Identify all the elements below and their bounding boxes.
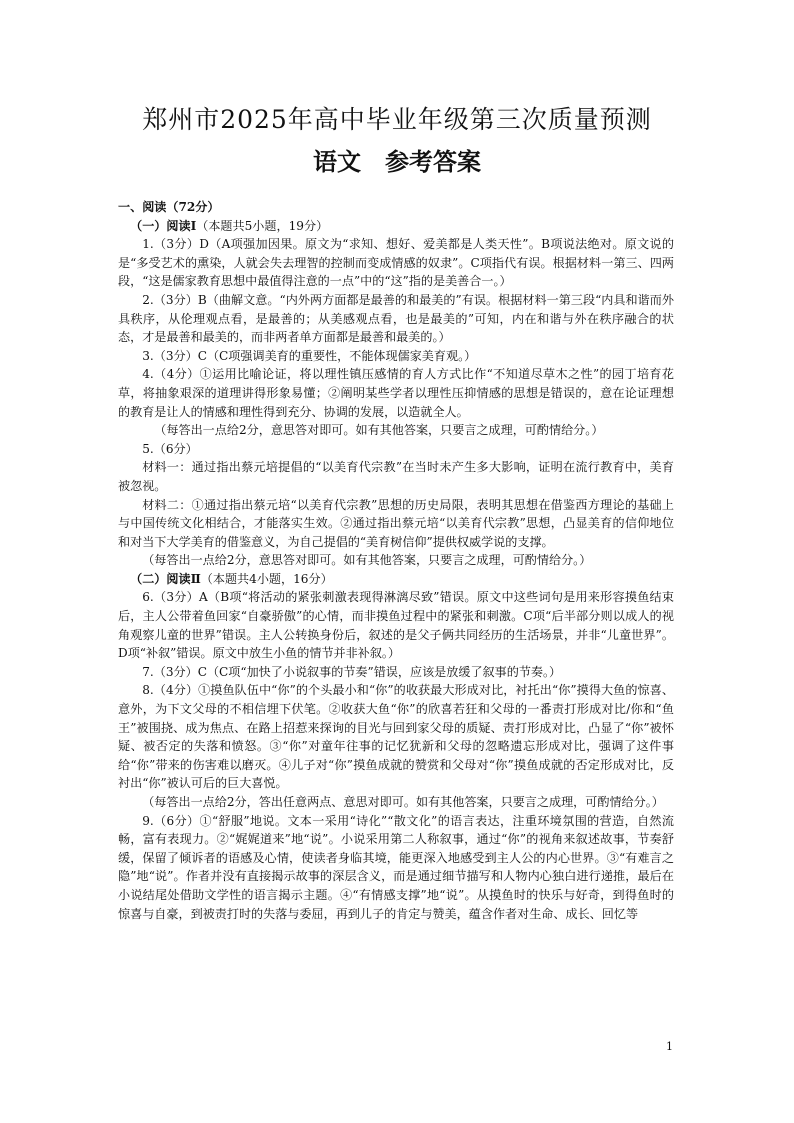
- answer-q7: 7.（3分）C（C项“加快了小说叙事的节奏”错误，应该是放缓了叙事的节奏。）: [142, 664, 562, 679]
- document-subtitle: 语文 参考答案: [313, 147, 481, 176]
- part2-note: （本题共4小题，16分）: [200, 571, 333, 586]
- part2-heading: [118, 570, 674, 589]
- part2-label: （二）阅读Ⅱ: [130, 571, 201, 586]
- answer-q9: 9.（6分）①“舒服”地说。文本一采用“诗化”“散文化”的语言表达，注重环境氛围的营造，自然流畅，富有表现力。②“娓娓道来”地“说”。小说采用第二人称叙事，通过“你”的视角来叙述故事，节奏舒缓，保留了倾诉者的语感及心情，使读者身临其境，能更深入地感受到主人公的内心世界。③“有难言之隐”地“说”。作者并没有直接揭示故事的深层含义，而是通过细节描写和人物内心独白进行递推，最后在小说结尾处借助文学性的语言揭示主题。④“有情感支撑”地“说”。从摸鱼时的快乐与好奇，到得鱼时的惊喜与自豪，到被责打时的失落与委屈，再到儿子的肯定与赞美，蕴含作者对生命、成长、回忆等: [118, 813, 674, 921]
- answer-q8-note: （每答出一点给2分，答出任意两点、意思对即可。如有其他答案，只要言之成理，可酌情给分。）: [142, 795, 664, 809]
- answer-q5-material1: 材料一：通过指出蔡元培提倡的“以美育代宗教”在当时未产生多大影响，证明在流行教育中，美育被忽视。: [118, 460, 674, 493]
- part1-label: （一）阅读Ⅰ: [130, 218, 197, 233]
- answer-q4-note: （每答出一点给2分，意思答对即可。如有其他答案，只要言之成理，可酌情给分。）: [154, 423, 604, 438]
- answer-q6: 6.（3分）A（B项“将活动的紧张刺激表现得淋漓尽致”错误。原文中这些词句是用来形容摸鱼结束后，主人公带着鱼回家“自豪骄傲”的心情，而非摸鱼过程中的紧张和刺激。C项“后半部分则以成人的视角观察儿童的世界”错误。主人公转换身份后，叙述的是父子俩共同经历的生活场景，并非“儿童世界”。D项“补叙”错误。原文中放生小鱼的情节并非补叙。）: [118, 590, 674, 661]
- document-title: 郑州市2025年高中毕业年级第三次质量预测: [142, 105, 652, 134]
- part1-heading: [118, 217, 674, 236]
- answer-q5-material2: 材料二：①通过指出蔡元培“以美育代宗教”思想的历史局限，表明其思想在借鉴西方理论的基础上与中国传统文化相结合，才能落实生效。②通过指出蔡元培“以美育代宗教”思想，凸显美育的信仰地位和对当下大学美育的借鉴意义，为自己提倡的“美育树信仰”提供权威学说的支撑。: [118, 497, 674, 549]
- answer-content: [118, 198, 674, 923]
- answer-q4: 4.（4分）①运用比喻论证，将以理性镇压感情的育人方式比作“不知道尽草木之性”的园丁培育花草，将抽象艰深的道理讲得形象易懂；②阐明某些学者以理性压抑情感的思想是错误的，意在论证理想的教育是让人的情感和理性得到充分、协调的发展，以造就全人。: [118, 367, 674, 419]
- answer-q5-note: （每答出一点给2分，意思答对即可。如有其他答案，只要言之成理，可酌情给分。）: [142, 553, 592, 568]
- answer-q8: 8.（4分）①摸鱼队伍中“你”的个头最小和“你”的收获最大形成对比，衬托出“你”摸得大鱼的惊喜、意外，为下文父母的不相信埋下伏笔。②收获大鱼“你”的欣喜若狂和父母的一番责打形成对比/你和“鱼王”被围挠、成为焦点、在路上招惹来探询的目光与回到家父母的质疑、责打形成对比，凸显了“你”被怀疑、被否定的失落和愤怒。③“你”对童年往事的记忆犹新和父母的忽略遗忘形成对比，强调了这件事给“你”带来的伤害难以磨灭。④儿子对“你”摸鱼成就的赞赏和父母对“你”摸鱼成就的否定形成对比，反衬出“你”被认可后的巨大喜悦。: [118, 683, 674, 791]
- page-number: 1: [666, 1040, 673, 1053]
- answer-q5: 5.（6分）: [142, 441, 198, 456]
- answer-q2: 2.（3分）B（曲解文意。“内外两方面都是最善的和最美的”有误。根据材料一第三段“内具和谐而外具秩序，从伦理观点看，是最善的；从美感观点看，也是最美的”可知，内在和谐与外在秩序融合的状态，才是最善和最美的，而非两者单方面都是最善和最美的。）: [118, 292, 674, 345]
- answer-q3: 3.（3分）C（C项强调美育的重要性，不能体现儒家美育观。）: [142, 348, 477, 363]
- answer-q1: 1.（3分）D（A项强加因果。原文为“求知、想好、爱美都是人类天性”。B项说法绝对。原文说的是“多受艺术的熏染，人就会失去理智的控制而变成情感的奴隶”。C项指代有误。根据材料一第三、四两段，“这是儒家教育思想中最值得注意的一点”中的“这”指的是美善合一。）: [118, 237, 674, 289]
- part1-note: （本题共5小题，19分）: [196, 218, 329, 233]
- section-heading: 一、阅读（72分）: [118, 200, 220, 214]
